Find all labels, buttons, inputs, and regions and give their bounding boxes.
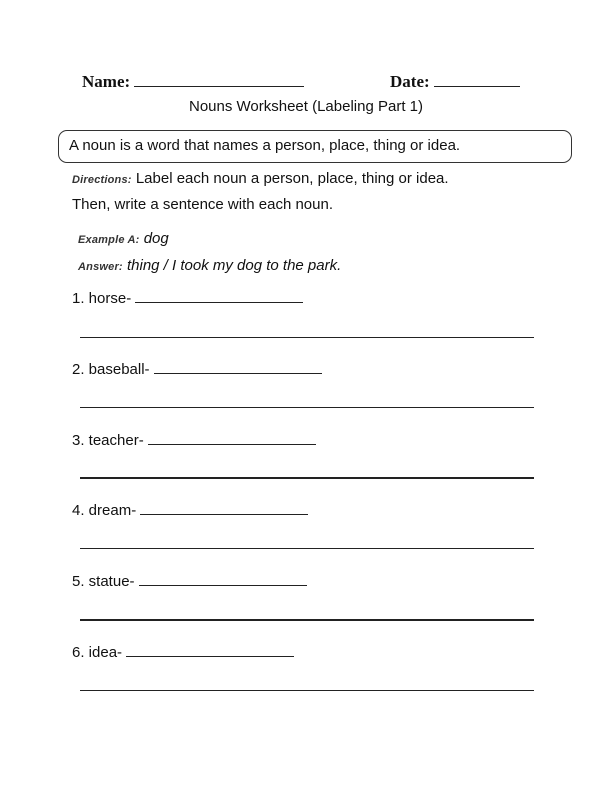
- question-label: 1. horse-: [72, 290, 132, 307]
- answer-blank[interactable]: [140, 514, 308, 515]
- name-label: Name:: [82, 72, 131, 91]
- question-6: [72, 644, 294, 661]
- example-word: dog: [143, 230, 169, 247]
- definition-text: A noun is a word that names a person, place, thing or idea.: [69, 137, 461, 154]
- definition-box: [58, 130, 572, 163]
- date-blank[interactable]: [434, 86, 520, 87]
- answer-row: [78, 257, 341, 274]
- sentence-line[interactable]: [80, 477, 534, 479]
- sentence-line[interactable]: [80, 407, 534, 408]
- question-3: [72, 432, 316, 449]
- answer-blank[interactable]: [154, 373, 322, 374]
- question-2: [72, 361, 322, 378]
- answer-blank[interactable]: [135, 302, 303, 303]
- date-field[interactable]: [390, 72, 520, 92]
- answer-blank[interactable]: [139, 585, 307, 586]
- directions: [72, 170, 449, 187]
- example-row: [78, 230, 169, 247]
- date-label: Date:: [390, 72, 430, 91]
- question-label: 6. idea-: [72, 644, 123, 661]
- sentence-line[interactable]: [80, 619, 534, 621]
- directions-line1: Label each noun a person, place, thing or idea.: [135, 170, 449, 187]
- question-5: [72, 573, 307, 590]
- example-label: Example A:: [78, 234, 140, 246]
- page-title: Nouns Worksheet (Labeling Part 1): [188, 98, 423, 115]
- answer-text: thing / I took my dog to the park.: [126, 257, 342, 274]
- question-4: [72, 502, 308, 519]
- name-blank[interactable]: [134, 86, 304, 87]
- answer-blank[interactable]: [148, 444, 316, 445]
- question-label: 3. teacher-: [72, 432, 144, 449]
- question-label: 2. baseball-: [72, 361, 150, 378]
- name-field[interactable]: [82, 72, 304, 92]
- sentence-line[interactable]: [80, 548, 534, 549]
- directions-label: Directions:: [72, 174, 132, 186]
- directions-line2: Then, write a sentence with each noun.: [72, 196, 333, 213]
- answer-blank[interactable]: [126, 656, 294, 657]
- question-1: [72, 290, 303, 307]
- question-label: 5. statue-: [72, 573, 135, 590]
- answer-label: Answer:: [78, 261, 123, 273]
- question-label: 4. dream-: [72, 502, 137, 519]
- sentence-line[interactable]: [80, 337, 534, 338]
- sentence-line[interactable]: [80, 690, 534, 691]
